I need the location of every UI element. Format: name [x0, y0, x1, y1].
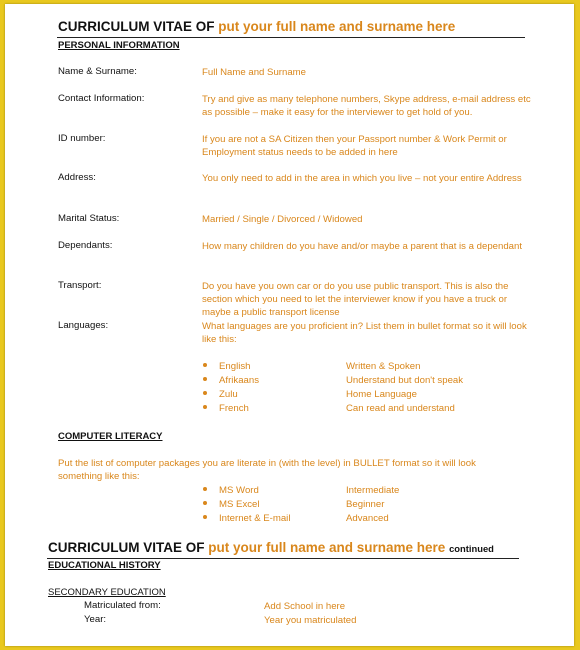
cv-title-prefix: CURRICULUM VITAE OF	[58, 19, 215, 34]
bullet-icon	[203, 377, 207, 381]
row-value: You only need to add in the area in which you live – not your entire Address	[202, 173, 522, 184]
computer-level: Beginner	[346, 499, 385, 510]
cv-title	[58, 19, 455, 34]
row-value: Married / Single / Divorced / Widowed	[202, 214, 363, 225]
row-value: If you are not a SA Citizen then your Passport number & Work Permit or Employment status needs to be added in here	[202, 134, 507, 158]
cv-continued-suffix: continued	[449, 543, 494, 554]
language-item: Zulu	[203, 389, 238, 400]
row-label: Languages:	[58, 320, 109, 331]
bullet-icon	[203, 405, 207, 409]
cv-continued-prefix: CURRICULUM VITAE OF	[48, 540, 205, 555]
computer-literacy-heading: COMPUTER LITERACY	[58, 431, 163, 442]
row-value: Full Name and Surname	[202, 67, 306, 78]
education-row-value: Add School in here	[264, 601, 346, 612]
personal-info-heading: PERSONAL INFORMATION	[58, 40, 180, 51]
row-label: Marital Status:	[58, 213, 120, 224]
row-label: Transport:	[58, 280, 102, 291]
bullet-icon	[203, 501, 207, 505]
education-row-label: Matriculated from:	[84, 600, 161, 611]
education-row-label: Year:	[84, 614, 107, 625]
bullet-icon	[203, 363, 207, 367]
language-level: Written & Spoken	[346, 361, 421, 372]
language-item: Afrikaans	[203, 375, 259, 386]
computer-literacy-intro: Put the list of computer packages you are literate in (with the level) in BULLET format so it will look something like this:	[58, 458, 476, 482]
row-label: Contact Information:	[58, 93, 145, 104]
bullet-icon	[203, 515, 207, 519]
continued-rule	[47, 558, 519, 559]
computer-item: MS Word	[203, 485, 259, 496]
secondary-education-heading: SECONDARY EDUCATION	[48, 587, 166, 598]
language-level: Home Language	[346, 389, 417, 400]
educational-history-heading: EDUCATIONAL HISTORY	[48, 560, 161, 571]
row-value: Try and give as many telephone numbers, Skype address, e-mail address etc as possible – make it easy for the interviewer to get hold of you.	[202, 94, 531, 118]
row-label: Name & Surname:	[58, 66, 137, 77]
language-item: French	[203, 403, 249, 414]
row-value: What languages are you proficient in? List them in bullet format so it will look like this:	[202, 321, 527, 345]
cv-continued-placeholder: put your full name and surname here	[208, 540, 446, 555]
language-level: Understand but don't speak	[346, 375, 464, 386]
title-rule	[57, 37, 525, 38]
row-label: Dependants:	[58, 240, 113, 251]
language-level: Can read and understand	[346, 403, 455, 414]
cv-page	[5, 4, 574, 646]
row-label: Address:	[58, 172, 96, 183]
row-label: ID number:	[58, 133, 106, 144]
computer-item: Internet & E-mail	[203, 513, 290, 524]
cv-continued-title	[48, 540, 494, 555]
computer-level: Advanced	[346, 513, 389, 524]
row-value: How many children do you have and/or maybe a parent that is a dependant	[202, 241, 522, 252]
computer-item: MS Excel	[203, 499, 260, 510]
cv-title-placeholder: put your full name and surname here	[218, 19, 456, 34]
bullet-icon	[203, 391, 207, 395]
education-row-value: Year you matriculated	[264, 615, 357, 626]
bullet-icon	[203, 487, 207, 491]
language-item: English	[203, 361, 250, 372]
row-value: Do you have you own car or do you use public transport. This is also the section which you need to let the interviewer know if you have a truck or maybe a public transport license	[202, 281, 509, 318]
computer-level: Intermediate	[346, 485, 400, 496]
